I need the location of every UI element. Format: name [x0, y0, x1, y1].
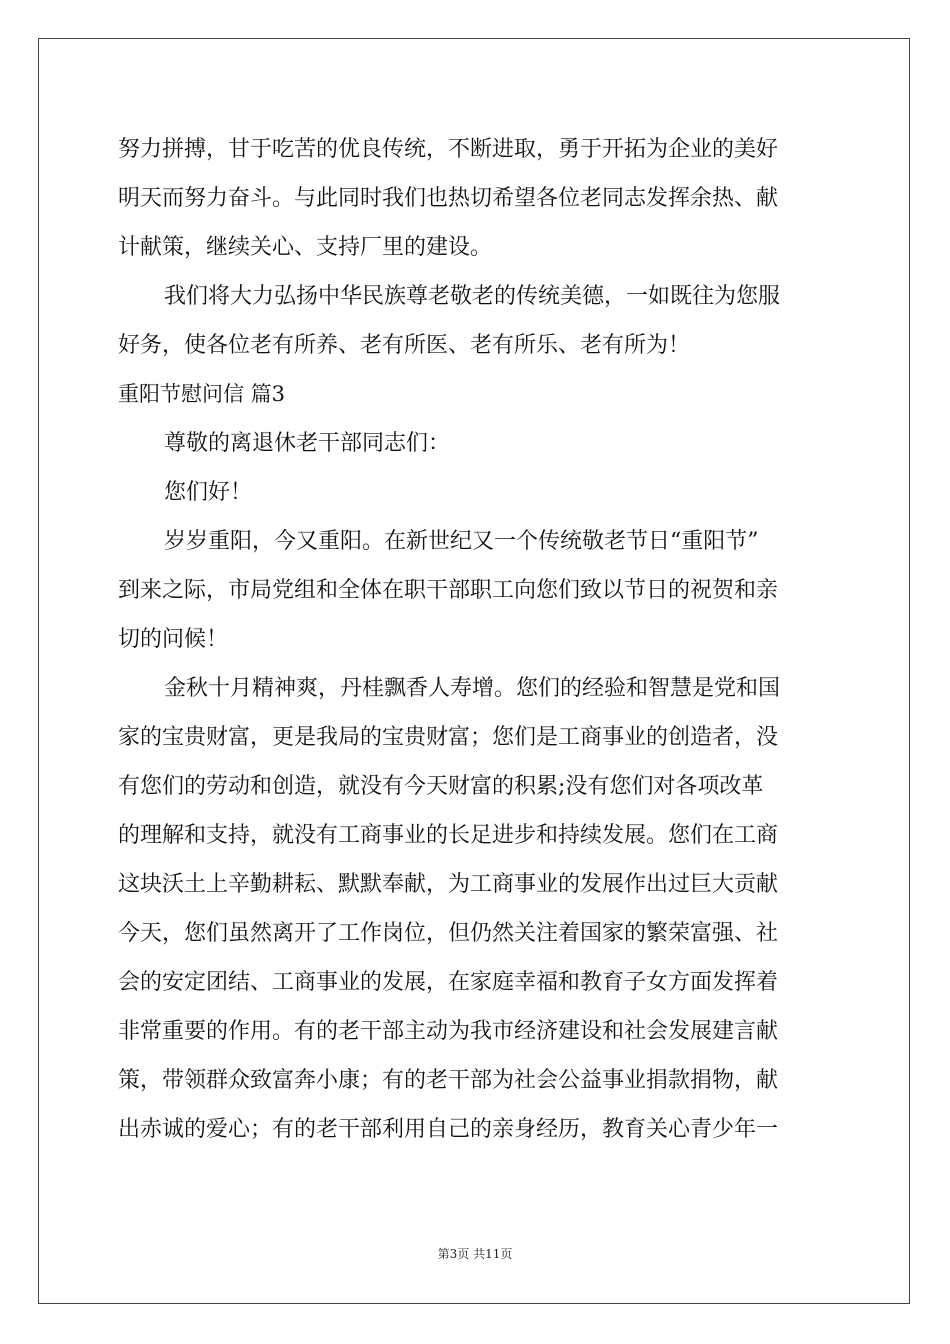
text-line: 今天，您们虽然离开了工作岗位，但仍然关注着国家的繁荣富强、社: [118, 921, 779, 946]
text-line: 到来之际，市局党组和全体在职干部职工向您们致以节日的祝贺和亲: [118, 578, 779, 603]
text-line: 计献策，继续关心、支持厂里的建设。: [118, 235, 493, 260]
text-line: 金秋十月精神爽，丹桂飘香人寿增。您们的经验和智慧是党和国: [164, 676, 781, 701]
text-line: 切的问候！: [118, 627, 229, 652]
document-body: [118, 125, 834, 1154]
text-line: 努力拼搏，甘于吃苦的优良传统，不断进取，勇于开拓为企业的美好: [118, 137, 779, 162]
text-line: 策，带领群众致富奔小康；有的老干部为社会公益事业捐款捐物，献: [118, 1068, 779, 1093]
text-line: 会的安定团结、工商事业的发展，在家庭幸福和教育子女方面发挥着: [118, 970, 779, 995]
text-line: 好务，使各位老有所养、老有所医、老有所乐、老有所为！: [118, 333, 691, 358]
text-line: 的理解和支持，就没有工商事业的长足进步和持续发展。您们在工商: [118, 823, 779, 848]
text-line: 非常重要的作用。有的老干部主动为我市经济建设和社会发展建言献: [118, 1019, 779, 1044]
text-line: 有您们的劳动和创造，就没有今天财富的积累;没有您们对各项改革: [118, 774, 764, 799]
text-line: 这块沃土上辛勤耕耘、默默奉献，为工商事业的发展作出过巨大贡献: [118, 872, 779, 897]
text-line: 家的宝贵财富，更是我局的宝贵财富；您们是工商事业的创造者，没: [118, 725, 779, 750]
text-line: 您们好！: [164, 480, 253, 505]
text-line: 明天而努力奋斗。与此同时我们也热切希望各位老同志发挥余热、献: [118, 186, 779, 211]
text-line: 岁岁重阳，今又重阳。在新世纪又一个传统敬老节日“重阳节”: [164, 529, 759, 554]
text-line: 我们将大力弘扬中华民族尊老敬老的传统美德，一如既往为您服: [164, 284, 781, 309]
page-number-footer: 第3页 共11页: [437, 1247, 513, 1261]
text-line: 尊敬的离退休老干部同志们：: [164, 431, 451, 456]
text-line: 出赤诚的爱心；有的老干部利用自己的亲身经历，教育关心青少年一: [118, 1117, 779, 1142]
section-heading: 重阳节慰问信 篇3: [118, 382, 286, 406]
